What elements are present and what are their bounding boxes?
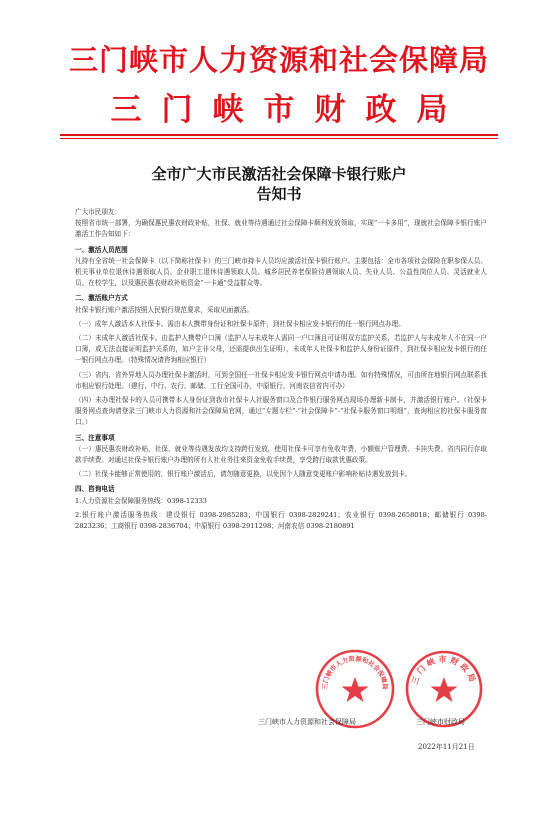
section-heading-notes: 三、注意事项 bbox=[75, 433, 115, 442]
notes-paragraph-2: （二）社保卡能够正常使用的，银行账户激活后，请勿随意更换，以免因个人随意变更账户影响补贴待遇发放到卡。 bbox=[75, 470, 412, 479]
section-heading-hotline: 四、咨询电话 bbox=[75, 485, 115, 494]
hotline-paragraph-2: 2.银行账户激活服务热线：建设银行 0398-2985283；中国银行 0398-2829241；农业银行 0398-2658018；邮储银行 0398-2823236；工商银行 0398-2836704；中原银行 0398-2911298；河南农信 0398-2180891 bbox=[75, 510, 487, 531]
notes-paragraph-1: （一）惠民惠农财政补贴，社保、就业等待遇发放均支持跨行发放，使用社保卡可享有免收年费、小额账户管理费、卡挂失费、省内同行存取款手续费。对通过社保卡银行账户办理的所有人社业务往来资金免收手续费，享受跨行取款优惠政策。 bbox=[75, 444, 487, 465]
scope-paragraph: 凡持有全省统一社会保障卡（以下简称社保卡）的三门峡市持卡人员均应激活社保卡银行账户。主要包括：全市各项社会保险在职参保人员、机关事业单位退休待遇领取人员、企业职工退休待遇领取人员、城乡居民养老保险待遇领取人员、失业人员、公益性岗位人员、灵活就业人员、在校学生，以及惠民惠农财政补贴资金“一卡通”受益群众等。 bbox=[75, 256, 487, 288]
issuer-name-line1: 三门峡市人力资源和社会保障局 bbox=[68, 43, 489, 77]
method-paragraph-4: （四）未办理社保卡的人员可携带本人身份证到我市社保卡人社服务窗口及合作银行服务网点现场办理新卡制卡，并激活银行账户。（社保卡服务网点查询请登录三门峡市人力资源和社会保障局官网，通过“专题专栏”-“社会保障卡”-“社保卡服务窗口明细”，查询相应的社保卡服务窗口。） bbox=[75, 396, 487, 427]
document-title: 全市广大市民激活社会保障卡银行账户 bbox=[151, 165, 407, 183]
seal-text: 三门峡市财政局 bbox=[409, 654, 479, 686]
signer-hrss-bureau: 三门峡市人力资源和社会保障局 bbox=[258, 718, 356, 726]
method-paragraph-0: 社保卡银行账户激活按照人民银行规范要求，采取见面激活。 bbox=[75, 305, 254, 314]
salutation: 广大市民朋友： bbox=[75, 208, 122, 216]
section-heading-scope: 一、激活人员范围 bbox=[75, 245, 128, 254]
issue-date: 2022年11月21日 bbox=[418, 743, 475, 751]
method-paragraph-3: （三）省内、省外异地人员办理社保卡激活时，可到全国任一社保卡相应发卡银行网点申请办理。如有特殊情况，可由所在地银行网点联系我市相应银行处理。（建行、中行、农行、邮储、工行全国可办，中原银行、河南农信省内可办） bbox=[75, 370, 487, 390]
red-header-rule-thin bbox=[60, 138, 498, 139]
signer-finance-bureau: 三门峡市财政局 bbox=[416, 718, 465, 726]
seal-text: 三门峡市人力资源和社会保障局 bbox=[320, 654, 390, 691]
red-header-rule bbox=[60, 134, 498, 136]
method-paragraph-1: （一）成年人激活本人社保卡。需由本人携带身份证和社保卡原件，到社保卡相应发卡银行的任一银行网点办理。 bbox=[75, 319, 405, 328]
hotline-paragraph-1: 1.人力资源社会保障服务热线：0398-12333 bbox=[75, 496, 207, 505]
issuer-name-line2: 三门峡市财政局 bbox=[110, 92, 468, 128]
notice-body bbox=[75, 207, 487, 532]
document-subtitle: 告知书 bbox=[256, 185, 302, 203]
intro-paragraph: 按照省市统一部署，为确保惠民惠农财政补贴，社保、就业等待遇通过社会保障卡顺利发放领取，实现“一卡多用”，现就社会保障卡银行账户激活工作告知如下： bbox=[75, 219, 487, 239]
section-heading-method: 二、激活账户方式 bbox=[75, 294, 128, 303]
method-paragraph-2: （二）未成年人激活社保卡。由监护人携带户口簿（监护人与未成年人需同一户口簿且可证明双方监护关系，若监护人与未成年人不在同一户口簿，或无法直接证明监护关系的，如户主非父母，还需提供出生证明），未成年人社保卡和监护人身份证原件，到社保卡相应发卡银行的任一银行网点办理。（特殊情况请咨询相应银行） bbox=[75, 334, 487, 365]
